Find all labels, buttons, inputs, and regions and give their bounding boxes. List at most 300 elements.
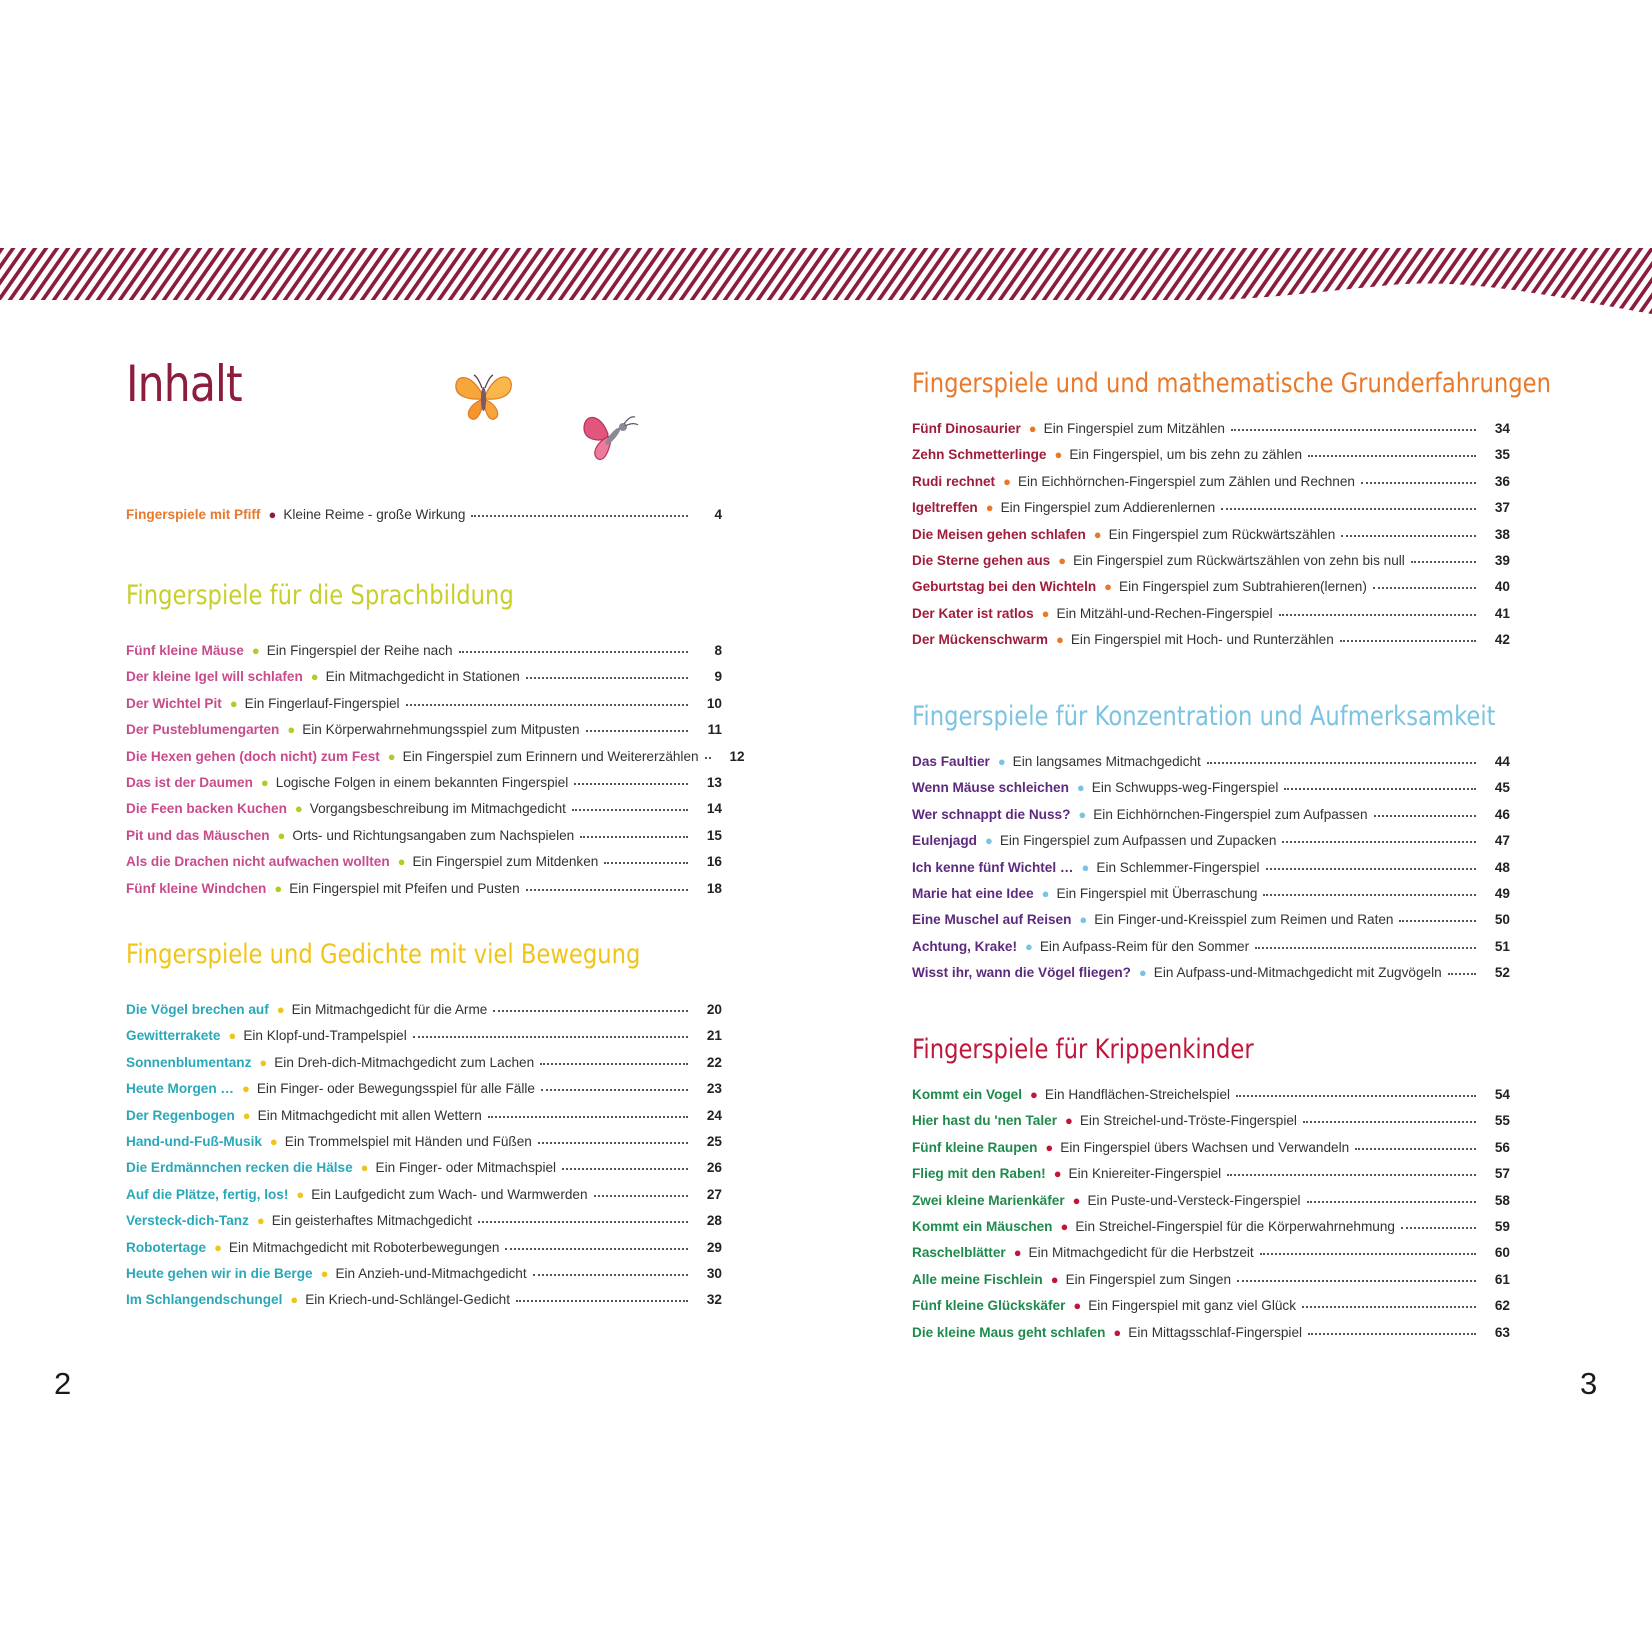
section-heading: Fingerspiele für Krippenkinder bbox=[912, 1034, 1254, 1065]
entry-description: Ein Fingerspiel mit Überraschung bbox=[1056, 885, 1258, 901]
bullet-icon: ● bbox=[1073, 1298, 1082, 1314]
toc-entry[interactable] bbox=[126, 1208, 722, 1234]
dot-leader bbox=[1263, 894, 1476, 896]
entry-description: Ein Klopf-und-Trampelspiel bbox=[243, 1028, 407, 1044]
toc-entry[interactable] bbox=[126, 691, 722, 717]
entry-description: Ein Kriech-und-Schlängel-Gedicht bbox=[305, 1292, 510, 1308]
dot-leader bbox=[562, 1168, 688, 1170]
section-entries bbox=[126, 638, 745, 902]
entry-title: Die kleine Maus geht schlafen bbox=[912, 1324, 1106, 1340]
bullet-icon: ● bbox=[1028, 421, 1037, 436]
dot-leader bbox=[1237, 1280, 1476, 1282]
toc-entry[interactable] bbox=[912, 442, 1510, 468]
bullet-icon: ● bbox=[1045, 1139, 1054, 1155]
entry-page-number: 63 bbox=[1494, 1324, 1510, 1340]
entry-description: Kleine Reime - große Wirkung bbox=[283, 507, 466, 522]
toc-entry[interactable] bbox=[912, 1082, 1510, 1108]
bullet-icon: ● bbox=[310, 669, 319, 685]
entry-description: Ein Fingerspiel übers Wachsen und Verwandeln bbox=[1060, 1139, 1350, 1155]
dot-leader bbox=[1284, 788, 1476, 790]
entry-title: Achtung, Krake! bbox=[912, 938, 1017, 954]
entry-title: Der Kater ist ratlos bbox=[912, 605, 1034, 621]
bullet-icon: ● bbox=[984, 833, 993, 849]
entry-page-number: 60 bbox=[1494, 1245, 1510, 1261]
entry-title: Der kleine Igel will schlafen bbox=[126, 669, 303, 685]
entry-page-number: 35 bbox=[1494, 447, 1510, 463]
entry-title: Das Faultier bbox=[912, 754, 990, 769]
dot-leader bbox=[594, 1195, 688, 1197]
toc-entry[interactable] bbox=[126, 1103, 722, 1129]
entry-title: Als die Drachen nicht aufwachen wollten bbox=[126, 854, 390, 870]
entry-title: Fünf Dinosaurier bbox=[912, 421, 1021, 436]
toc-entry[interactable] bbox=[126, 638, 722, 664]
entry-title: Kommt ein Mäuschen bbox=[912, 1218, 1053, 1234]
bullet-icon: ● bbox=[1072, 1192, 1081, 1208]
entry-title: Der Pusteblumengarten bbox=[126, 722, 280, 738]
dot-leader bbox=[541, 1089, 688, 1091]
entry-description: Ein Mitmachgedicht für die Herbstzeit bbox=[1028, 1245, 1254, 1261]
toc-entry[interactable] bbox=[126, 1129, 722, 1155]
page-number-right: 3 bbox=[1580, 1366, 1598, 1401]
dot-leader bbox=[1308, 1333, 1476, 1335]
entry-title: Hier hast du 'nen Taler bbox=[912, 1113, 1057, 1129]
dot-leader bbox=[1279, 614, 1476, 616]
section-krippe bbox=[912, 1030, 1510, 1346]
entry-description: Ein Puste-und-Versteck-Fingerspiel bbox=[1087, 1192, 1301, 1208]
toc-entry[interactable] bbox=[126, 796, 722, 822]
toc-entry[interactable] bbox=[912, 627, 1510, 653]
dot-leader bbox=[413, 1036, 688, 1038]
bullet-icon: ● bbox=[1104, 579, 1113, 595]
bullet-icon: ● bbox=[1081, 859, 1090, 875]
bullet-icon: ● bbox=[296, 1186, 305, 1202]
toc-entry[interactable] bbox=[912, 960, 1510, 986]
toc-entry[interactable] bbox=[126, 1182, 722, 1208]
entry-description: Ein Schlemmer-Fingerspiel bbox=[1096, 859, 1260, 875]
section-mathe bbox=[912, 364, 1551, 654]
entry-page-number: 27 bbox=[706, 1186, 722, 1202]
butterfly-orange-icon bbox=[452, 366, 514, 424]
section-entries bbox=[912, 416, 1510, 654]
entry-page-number: 57 bbox=[1494, 1166, 1510, 1182]
toc-entry[interactable] bbox=[126, 997, 722, 1023]
bullet-icon: ● bbox=[997, 754, 1006, 769]
entry-title: Alle meine Fischlein bbox=[912, 1271, 1043, 1287]
bullet-icon: ● bbox=[269, 1133, 278, 1149]
entry-title: Die Meisen gehen schlafen bbox=[912, 526, 1086, 542]
bullet-icon: ● bbox=[242, 1107, 251, 1123]
entry-description: Ein Fingerspiel zum Rückwärtszählen bbox=[1108, 526, 1336, 542]
entry-description: Orts- und Richtungsangaben zum Nachspielen bbox=[292, 827, 575, 843]
toc-entry[interactable] bbox=[126, 1050, 722, 1076]
entry-page-number: 38 bbox=[1494, 526, 1510, 542]
entry-description: Ein Fingerspiel zum Singen bbox=[1065, 1271, 1232, 1287]
entry-description: Ein Fingerspiel zum Rückwärtszählen von zehn bis null bbox=[1073, 552, 1405, 568]
entry-title: Im Schlangendschungel bbox=[126, 1292, 283, 1308]
bullet-icon: ● bbox=[1065, 1113, 1073, 1129]
toc-entry[interactable] bbox=[126, 744, 745, 770]
toc-entry[interactable] bbox=[126, 717, 722, 743]
entry-description: Ein Kniereiter-Fingerspiel bbox=[1068, 1166, 1222, 1182]
entry-description: Ein Fingerspiel mit ganz viel Glück bbox=[1088, 1298, 1296, 1314]
entry-title: Gewitterrakete bbox=[126, 1028, 221, 1044]
entry-page-number: 26 bbox=[706, 1160, 722, 1176]
toc-entry[interactable] bbox=[912, 522, 1510, 548]
toc-entry[interactable] bbox=[912, 881, 1510, 907]
dot-leader bbox=[1302, 1306, 1476, 1308]
dot-leader bbox=[1401, 1227, 1476, 1229]
toc-entry[interactable] bbox=[912, 495, 1510, 521]
section-entries bbox=[126, 997, 722, 1314]
dot-leader bbox=[459, 651, 688, 653]
entry-description: Ein Fingerspiel zum Mitzählen bbox=[1043, 421, 1225, 436]
dot-leader bbox=[471, 515, 688, 517]
bullet-icon: ● bbox=[1041, 885, 1050, 901]
entry-description: Ein Aufpass-Reim für den Sommer bbox=[1039, 938, 1250, 954]
entry-page-number: 47 bbox=[1494, 833, 1510, 849]
toc-entry[interactable] bbox=[126, 1287, 722, 1313]
dot-leader bbox=[526, 677, 688, 679]
entry-description: Ein Fingerlauf-Fingerspiel bbox=[244, 695, 400, 711]
entry-page-number: 45 bbox=[1494, 780, 1510, 796]
bullet-icon: ● bbox=[277, 827, 286, 843]
section-heading: Fingerspiele und und mathematische Grunderfahrungen bbox=[912, 368, 1551, 399]
entry-description: Ein Körperwahrnehmungsspiel zum Mitpusten bbox=[302, 722, 580, 738]
entry-page-number: 32 bbox=[706, 1292, 722, 1308]
dot-leader bbox=[526, 889, 688, 891]
entry-title: Der Wichtel Pit bbox=[126, 695, 222, 711]
bullet-icon: ● bbox=[397, 854, 406, 870]
bullet-icon: ● bbox=[242, 1081, 250, 1097]
toc-entry[interactable] bbox=[912, 1108, 1510, 1134]
entry-title: Fünf kleine Windchen bbox=[126, 880, 267, 896]
toc-entry[interactable] bbox=[126, 1235, 722, 1261]
toc-entry[interactable] bbox=[912, 1135, 1510, 1161]
dot-leader bbox=[478, 1221, 688, 1223]
dot-leader bbox=[505, 1248, 688, 1250]
entry-description: Ein Finger- oder Bewegungsspiel für alle Fälle bbox=[256, 1081, 535, 1097]
entry-description: Logische Folgen in einem bekannten Fingerspiel bbox=[275, 774, 569, 790]
entry-title: Eulenjagd bbox=[912, 833, 977, 849]
entry-description: Ein Fingerspiel der Reihe nach bbox=[266, 643, 453, 658]
entry-description: Ein Mitmachgedicht für die Arme bbox=[291, 1002, 488, 1017]
entry-page-number: 9 bbox=[714, 669, 722, 685]
toc-entry[interactable] bbox=[912, 855, 1510, 881]
toc-entry[interactable] bbox=[126, 770, 722, 796]
entry-title: Igeltreffen bbox=[912, 500, 978, 516]
entry-title: Rudi rechnet bbox=[912, 473, 996, 489]
bullet-icon: ● bbox=[360, 1160, 369, 1176]
entry-page-number: 41 bbox=[1494, 605, 1510, 621]
toc-entry[interactable] bbox=[912, 469, 1510, 495]
entry-title: Der Mückenschwarm bbox=[912, 632, 1048, 648]
entry-description: Ein Aufpass-und-Mitmachgedicht mit Zugvögeln bbox=[1153, 965, 1442, 981]
entry-title: Flieg mit den Raben! bbox=[912, 1166, 1046, 1182]
bullet-icon: ● bbox=[985, 500, 994, 516]
toc-entry[interactable] bbox=[912, 1188, 1510, 1214]
entry-page-number: 4 bbox=[714, 507, 722, 522]
entry-title: Fünf kleine Mäuse bbox=[126, 643, 244, 658]
bullet-icon: ● bbox=[1054, 447, 1063, 463]
toc-entry[interactable] bbox=[912, 907, 1510, 933]
dot-leader bbox=[705, 757, 711, 759]
entry-page-number: 52 bbox=[1494, 965, 1510, 981]
stripe-band bbox=[0, 248, 1652, 318]
dot-leader bbox=[1448, 973, 1476, 975]
entry-page-number: 51 bbox=[1494, 938, 1510, 954]
entry-page-number: 34 bbox=[1494, 421, 1510, 436]
dot-leader bbox=[540, 1063, 688, 1065]
entry-page-number: 55 bbox=[1494, 1113, 1510, 1129]
entry-description: Ein Anzieh-und-Mitmachgedicht bbox=[335, 1265, 527, 1281]
bullet-icon: ● bbox=[1138, 965, 1147, 981]
entry-page-number: 10 bbox=[706, 695, 722, 711]
bullet-icon: ● bbox=[268, 507, 277, 522]
dot-leader bbox=[1221, 508, 1476, 510]
entry-title: Die Feen backen Kuchen bbox=[126, 801, 287, 817]
toc-entry[interactable] bbox=[126, 1023, 722, 1049]
dot-leader bbox=[586, 730, 688, 732]
bullet-icon: ● bbox=[1041, 605, 1050, 621]
toc-entry[interactable] bbox=[126, 1261, 722, 1287]
entry-description: Ein Laufgedicht zum Wach- und Warmwerden bbox=[311, 1186, 588, 1202]
entry-description: Ein Mittagsschlaf-Fingerspiel bbox=[1128, 1324, 1303, 1340]
toc-entry[interactable] bbox=[912, 775, 1510, 801]
entry-page-number: 11 bbox=[707, 722, 722, 738]
bullet-icon: ● bbox=[1058, 552, 1067, 568]
entry-title: Pit und das Mäuschen bbox=[126, 827, 270, 843]
bullet-icon: ● bbox=[259, 1054, 268, 1070]
entry-description: Ein Finger- oder Mitmachspiel bbox=[375, 1160, 557, 1176]
intro-entries bbox=[126, 502, 722, 528]
entry-description: Ein Schwupps-weg-Fingerspiel bbox=[1091, 780, 1279, 796]
entry-description: Ein Fingerspiel zum Addierenlernen bbox=[1000, 500, 1216, 516]
section-heading: Fingerspiele für Konzentration und Aufmerksamkeit bbox=[912, 701, 1496, 732]
entry-description: Ein Finger-und-Kreisspiel zum Reimen und Raten bbox=[1094, 912, 1394, 928]
entry-title: Robotertage bbox=[126, 1239, 207, 1255]
entry-description: Ein Fingerspiel zum Aufpassen und Zupacken bbox=[999, 833, 1277, 849]
toc-entry[interactable] bbox=[912, 828, 1510, 854]
entry-title: Fünf kleine Glückskäfer bbox=[912, 1298, 1066, 1314]
dot-leader bbox=[406, 704, 688, 706]
toc-entry[interactable] bbox=[126, 1155, 722, 1181]
dot-leader bbox=[1227, 1174, 1476, 1176]
entry-description: Ein Mitzähl-und-Rechen-Fingerspiel bbox=[1056, 605, 1273, 621]
toc-entry[interactable] bbox=[912, 1161, 1510, 1187]
entry-description: Ein Mitmachgedicht mit allen Wettern bbox=[257, 1107, 482, 1123]
dot-leader bbox=[1260, 1253, 1476, 1255]
bullet-icon: ● bbox=[1060, 1218, 1069, 1234]
dot-leader bbox=[538, 1142, 688, 1144]
entry-page-number: 42 bbox=[1494, 632, 1510, 648]
entry-title: Fingerspiele mit Pfiff bbox=[126, 507, 261, 522]
toc-entry[interactable] bbox=[912, 601, 1510, 627]
entry-description: Ein Handflächen-Streichelspiel bbox=[1044, 1087, 1231, 1102]
toc-entry[interactable] bbox=[126, 876, 722, 902]
toc-entry[interactable] bbox=[126, 823, 722, 849]
dot-leader bbox=[1307, 1201, 1476, 1203]
page-number-left: 2 bbox=[54, 1366, 72, 1401]
bullet-icon: ● bbox=[1093, 526, 1102, 542]
entry-page-number: 14 bbox=[706, 801, 722, 817]
dot-leader bbox=[1399, 920, 1476, 922]
bullet-icon: ● bbox=[260, 774, 269, 790]
entry-page-number: 22 bbox=[706, 1054, 722, 1070]
entry-page-number: 54 bbox=[1494, 1087, 1510, 1102]
entry-title: Heute Morgen … bbox=[126, 1081, 234, 1097]
dot-leader bbox=[1355, 1148, 1476, 1150]
bullet-icon: ● bbox=[1030, 1087, 1038, 1102]
bullet-icon: ● bbox=[287, 722, 296, 738]
entry-title: Versteck-dich-Tanz bbox=[126, 1213, 249, 1229]
dot-leader bbox=[1374, 815, 1476, 817]
bullet-icon: ● bbox=[320, 1265, 329, 1281]
dot-leader bbox=[1340, 640, 1476, 642]
entry-title: Hand-und-Fuß-Musik bbox=[126, 1133, 262, 1149]
entry-description: Ein Fingerspiel, um bis zehn zu zählen bbox=[1069, 447, 1303, 463]
entry-description: Ein Mitmachgedicht in Stationen bbox=[325, 669, 520, 685]
section-entries bbox=[912, 749, 1510, 987]
toc-entry[interactable] bbox=[912, 548, 1510, 574]
toc-entry[interactable] bbox=[912, 1214, 1510, 1240]
entry-page-number: 48 bbox=[1494, 859, 1510, 875]
bullet-icon: ● bbox=[229, 695, 238, 711]
bullet-icon: ● bbox=[256, 1213, 265, 1229]
entry-title: Wenn Mäuse schleichen bbox=[912, 780, 1069, 796]
entry-page-number: 59 bbox=[1494, 1218, 1510, 1234]
entry-page-number: 24 bbox=[706, 1107, 722, 1123]
section-sprachbildung bbox=[126, 576, 745, 902]
dot-leader bbox=[488, 1116, 688, 1118]
entry-page-number: 16 bbox=[706, 854, 722, 870]
entry-description: Ein Eichhörnchen-Fingerspiel zum Aufpassen bbox=[1093, 806, 1368, 822]
dot-leader bbox=[1236, 1095, 1476, 1097]
dot-leader bbox=[1411, 561, 1476, 563]
entry-description: Ein Streichel-Fingerspiel für die Körperwahrnehmung bbox=[1075, 1218, 1395, 1234]
dot-leader bbox=[493, 1010, 688, 1012]
toc-entry[interactable] bbox=[912, 1320, 1510, 1346]
entry-description: Ein Fingerspiel zum Erinnern und Weitererzählen bbox=[402, 748, 699, 764]
bullet-icon: ● bbox=[387, 748, 396, 764]
entry-description: Ein Trommelspiel mit Händen und Füßen bbox=[284, 1133, 532, 1149]
toc-entry[interactable] bbox=[912, 416, 1510, 442]
section-entries bbox=[912, 1082, 1510, 1346]
dot-leader bbox=[580, 836, 688, 838]
section-heading: Fingerspiele für die Sprachbildung bbox=[126, 580, 514, 611]
entry-title: Die Erdmännchen recken die Hälse bbox=[126, 1160, 353, 1176]
toc-entry[interactable] bbox=[912, 1267, 1510, 1293]
dot-leader bbox=[1282, 841, 1476, 843]
entry-page-number: 40 bbox=[1494, 579, 1510, 595]
toc-entry[interactable] bbox=[912, 574, 1510, 600]
entry-title: Die Hexen gehen (doch nicht) zum Fest bbox=[126, 748, 380, 764]
entry-page-number: 15 bbox=[706, 827, 722, 843]
entry-page-number: 8 bbox=[714, 643, 722, 658]
dot-leader bbox=[1255, 947, 1476, 949]
section-heading: Fingerspiele und Gedichte mit viel Bewegung bbox=[126, 939, 641, 970]
bullet-icon: ● bbox=[1113, 1324, 1122, 1340]
dot-leader bbox=[1231, 429, 1476, 431]
section-bewegung bbox=[126, 935, 722, 1314]
dot-leader bbox=[1308, 455, 1476, 457]
toc-entry[interactable] bbox=[126, 502, 722, 528]
entry-page-number: 12 bbox=[729, 748, 745, 764]
entry-title: Wer schnappt die Nuss? bbox=[912, 806, 1071, 822]
entry-title: Kommt ein Vogel bbox=[912, 1087, 1023, 1102]
bullet-icon: ● bbox=[228, 1028, 237, 1044]
entry-page-number: 28 bbox=[706, 1213, 722, 1229]
entry-title: Die Sterne gehen aus bbox=[912, 552, 1051, 568]
bullet-icon: ● bbox=[1050, 1271, 1059, 1287]
section-intro bbox=[126, 502, 722, 528]
entry-page-number: 44 bbox=[1494, 754, 1510, 769]
entry-title: Ich kenne fünf Wichtel … bbox=[912, 859, 1074, 875]
entry-title: Die Vögel brechen auf bbox=[126, 1002, 269, 1017]
toc-entry[interactable] bbox=[912, 934, 1510, 960]
bullet-icon: ● bbox=[251, 643, 260, 658]
dot-leader bbox=[533, 1274, 688, 1276]
bullet-icon: ● bbox=[1013, 1245, 1022, 1261]
bullet-icon: ● bbox=[1079, 912, 1088, 928]
bullet-icon: ● bbox=[1053, 1166, 1062, 1182]
section-konzentration bbox=[912, 697, 1510, 987]
toc-entry[interactable] bbox=[912, 749, 1510, 775]
entry-description: Vorgangsbeschreibung im Mitmachgedicht bbox=[309, 801, 566, 817]
entry-description: Ein Streichel-und-Tröste-Fingerspiel bbox=[1079, 1113, 1297, 1129]
entry-page-number: 39 bbox=[1494, 552, 1510, 568]
entry-title: Sonnenblumentanz bbox=[126, 1054, 252, 1070]
toc-entry[interactable] bbox=[126, 1076, 722, 1102]
entry-description: Ein Fingerspiel mit Pfeifen und Pusten bbox=[289, 880, 520, 896]
entry-title: Zehn Schmetterlinge bbox=[912, 447, 1047, 463]
entry-page-number: 20 bbox=[706, 1002, 722, 1017]
entry-page-number: 13 bbox=[706, 774, 722, 790]
toc-entry[interactable] bbox=[912, 1240, 1510, 1266]
entry-title: Das ist der Daumen bbox=[126, 774, 253, 790]
entry-description: Ein Dreh-dich-Mitmachgedicht zum Lachen bbox=[274, 1054, 535, 1070]
entry-description: Ein Fingerspiel zum Subtrahieren(lernen) bbox=[1119, 579, 1367, 595]
entry-title: Geburtstag bei den Wichteln bbox=[912, 579, 1097, 595]
entry-description: Ein Eichhörnchen-Fingerspiel zum Zählen und Rechnen bbox=[1017, 473, 1355, 489]
bullet-icon: ● bbox=[1003, 473, 1011, 489]
entry-title: Marie hat eine Idee bbox=[912, 885, 1034, 901]
entry-page-number: 56 bbox=[1494, 1139, 1510, 1155]
entry-page-number: 37 bbox=[1494, 500, 1510, 516]
entry-title: Wisst ihr, wann die Vögel fliegen? bbox=[912, 965, 1131, 981]
butterfly-pink-icon bbox=[580, 408, 640, 464]
dot-leader bbox=[574, 783, 688, 785]
entry-page-number: 58 bbox=[1494, 1192, 1510, 1208]
entry-page-number: 30 bbox=[706, 1265, 722, 1281]
entry-title: Raschelblätter bbox=[912, 1245, 1006, 1261]
entry-description: Ein Fingerspiel zum Mitdenken bbox=[412, 854, 599, 870]
entry-page-number: 21 bbox=[706, 1028, 722, 1044]
dot-leader bbox=[1361, 482, 1476, 484]
toc-entry[interactable] bbox=[912, 802, 1510, 828]
entry-page-number: 46 bbox=[1494, 806, 1510, 822]
toc-entry[interactable] bbox=[126, 664, 722, 690]
entry-title: Heute gehen wir in die Berge bbox=[126, 1265, 313, 1281]
dot-leader bbox=[572, 809, 688, 811]
entry-page-number: 49 bbox=[1494, 885, 1510, 901]
toc-entry[interactable] bbox=[126, 849, 722, 875]
page-title: Inhalt bbox=[126, 355, 242, 413]
dot-leader bbox=[1373, 587, 1476, 589]
entry-title: Eine Muschel auf Reisen bbox=[912, 912, 1072, 928]
bullet-icon: ● bbox=[1025, 938, 1033, 954]
toc-entry[interactable] bbox=[912, 1293, 1510, 1319]
entry-description: Ein langsames Mitmachgedicht bbox=[1012, 754, 1201, 769]
